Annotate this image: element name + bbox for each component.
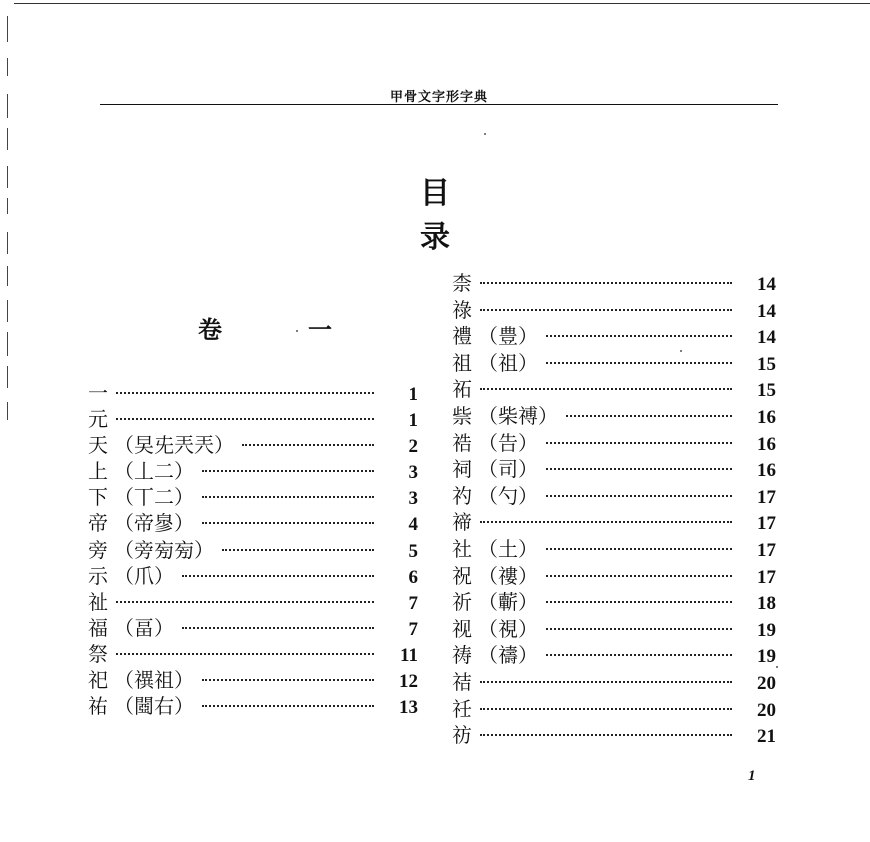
toc-entry-variants: （丄二） [114,459,194,484]
toc-entry-variants: （閸右） [114,694,194,719]
toc-entry-character: 帝 [88,511,108,536]
dot-leader [566,415,732,417]
toc-entry-variants: （告） [478,430,538,455]
toc-right-column [452,270,776,749]
dot-leader [480,681,732,683]
dot-leader [480,309,732,311]
dot-leader [202,705,374,707]
toc-entry-page: 21 [757,726,776,748]
toc-entry[interactable] [452,430,776,457]
toc-entry-page: 11 [400,644,418,666]
toc-entry-character: 祮 [452,669,472,694]
toc-entry[interactable] [452,669,776,696]
toc-entry-variants: （丅二） [114,485,194,510]
toc-entry[interactable] [452,297,776,324]
toc-entry-page: 19 [757,646,776,668]
toc-entry-page: 7 [408,618,418,640]
toc-entry[interactable] [88,563,418,589]
toc-entry-character: 柰 [452,271,472,295]
toc-entry-character: 祿 [452,297,472,322]
toc-entry-page: 17 [757,513,776,535]
toc-entry-page: 16 [757,406,776,428]
toc-entry[interactable] [88,693,418,719]
dot-leader [242,444,374,446]
toc-left-column [88,380,418,719]
toc-entry-variants: （司） [478,457,538,482]
page-title: 目录 [420,176,540,255]
binding-marks [7,10,11,430]
toc-entry[interactable] [452,350,776,377]
toc-entry[interactable] [88,667,418,693]
toc-entry-page: 17 [757,539,776,561]
toc-entry-page: 14 [757,300,776,322]
toc-entry-character: 下 [88,485,108,510]
toc-entry-character: 祈 [452,590,472,615]
toc-entry-page: 7 [408,592,418,614]
toc-entry-character: 元 [88,407,108,432]
dot-leader [480,388,732,390]
print-speck [296,330,298,332]
dot-leader [116,601,374,603]
toc-entry[interactable] [88,406,418,432]
toc-entry[interactable] [452,456,776,483]
toc-entry-page: 5 [408,540,418,562]
toc-entry-page: 12 [399,671,418,693]
toc-entry[interactable] [88,537,418,563]
toc-entry[interactable] [88,380,418,406]
toc-entry-variants: （祖） [478,350,538,375]
toc-entry-character: 祍 [452,696,472,721]
toc-entry-page: 13 [399,697,418,719]
print-speck [680,350,682,352]
dot-leader [202,679,374,681]
dot-leader [480,282,732,284]
toc-entry-character: 上 [88,459,108,484]
toc-entry-character: 祊 [452,723,472,748]
toc-entry[interactable] [452,722,776,749]
toc-entry-variants: （爪） [114,563,174,588]
dot-leader [546,548,732,550]
dot-leader [546,628,732,630]
toc-entry[interactable] [452,696,776,723]
dot-leader [480,734,732,736]
dot-leader [546,495,732,497]
toc-entry-variants: （畐） [114,615,174,640]
toc-entry-character: 祰 [452,430,472,455]
toc-entry-page: 6 [408,566,418,588]
toc-entry[interactable] [452,376,776,403]
dot-leader [546,468,732,470]
toc-entry-page: 14 [757,327,776,349]
toc-entry[interactable] [88,641,418,667]
toc-entry-character: 祖 [452,350,472,375]
toc-entry-character: 禮 [452,324,472,349]
dot-leader [480,708,732,710]
toc-entry[interactable] [452,536,776,563]
toc-entry[interactable] [452,642,776,669]
top-border-line [14,3,870,4]
toc-entry-page: 20 [757,699,776,721]
toc-entry-page: 16 [757,460,776,482]
toc-entry[interactable] [452,563,776,590]
dot-leader [202,522,374,524]
toc-entry-page: 2 [408,436,418,458]
dot-leader [222,549,374,551]
toc-entry-character: 天 [88,433,108,458]
header-rule [100,104,778,105]
toc-entry-character: 祀 [88,668,108,693]
toc-entry-page: 19 [757,619,776,641]
toc-entry[interactable] [88,589,418,615]
dot-leader [182,627,374,629]
toc-entry-character: 礿 [452,483,472,508]
dot-leader [182,575,374,577]
toc-entry[interactable] [452,270,776,297]
toc-entry-character: 祏 [452,377,472,402]
dot-leader [480,521,732,523]
toc-entry-page: 16 [757,433,776,455]
toc-entry-page: 1 [408,384,418,405]
toc-entry[interactable] [452,589,776,616]
toc-entry-character: 祡 [452,403,472,428]
toc-entry-page: 14 [757,274,776,295]
toc-entry-page: 18 [757,593,776,615]
toc-entry-page: 17 [757,566,776,588]
toc-entry-variants: （禱） [478,643,538,668]
toc-entry[interactable] [452,483,776,510]
volume-heading-number: 一 [308,316,332,344]
dot-leader [546,601,732,603]
toc-entry-variants: （豊） [478,324,538,349]
dot-leader [546,335,732,337]
dot-leader [546,442,732,444]
toc-entry-character: 祷 [452,643,472,668]
print-speck [484,133,486,135]
toc-entry-variants: （視） [478,616,538,641]
toc-entry-page: 20 [757,672,776,694]
toc-entry-character: 祐 [88,694,108,719]
toc-entry[interactable] [88,432,418,458]
toc-entry-variants: （䄛） [478,563,538,588]
dot-leader [116,418,374,420]
dot-leader [116,392,374,394]
toc-entry-variants: （禩祖） [114,668,194,693]
dot-leader [546,654,732,656]
toc-entry-page: 1 [408,410,418,432]
toc-entry[interactable] [88,484,418,510]
dot-leader [202,496,374,498]
toc-entry-variants: （旲兂兲兲） [114,433,234,458]
toc-entry-variants: （蘄） [478,590,538,615]
toc-entry-page: 15 [757,380,776,402]
toc-entry[interactable] [452,616,776,643]
dot-leader [202,470,374,472]
toc-entry-character: 旁 [88,537,108,562]
toc-entry-character: 祠 [452,457,472,482]
toc-entry-character: 一 [88,381,108,405]
toc-entry-variants: （帝㣎） [114,511,194,536]
toc-entry-character: 福 [88,615,108,640]
page-number: 1 [748,768,756,784]
toc-entry-page: 3 [408,462,418,484]
volume-heading-word: 卷 [198,316,222,344]
volume-heading [150,310,380,345]
toc-entry-page: 4 [408,514,418,536]
dot-leader [546,362,732,364]
toc-entry[interactable] [452,509,776,536]
dot-leader [546,575,732,577]
toc-entry-page: 17 [757,486,776,508]
toc-entry-variants: （柴禣） [478,403,558,428]
toc-entry-character: 社 [452,536,472,561]
toc-entry-variants: （旁㫄㫄） [114,537,214,562]
running-head: 甲骨文字形字典 [389,90,488,105]
toc-entry[interactable] [88,458,418,484]
toc-entry-character: 视 [452,616,472,641]
print-speck [776,666,778,668]
toc-entry-character: 祝 [452,563,472,588]
toc-entry-page: 15 [757,353,776,375]
toc-entry[interactable] [452,403,776,430]
toc-entry-variants: （土） [478,536,538,561]
toc-entry-character: 禘 [452,510,472,535]
toc-entry-character: 祉 [88,589,108,614]
dot-leader [116,653,374,655]
toc-entry-character: 示 [88,563,108,588]
toc-entry-character: 祭 [88,641,108,666]
toc-entry[interactable] [88,510,418,536]
toc-entry-page: 3 [408,488,418,510]
toc-entry-variants: （勺） [478,483,538,508]
toc-entry[interactable] [88,615,418,641]
toc-entry[interactable] [452,323,776,350]
